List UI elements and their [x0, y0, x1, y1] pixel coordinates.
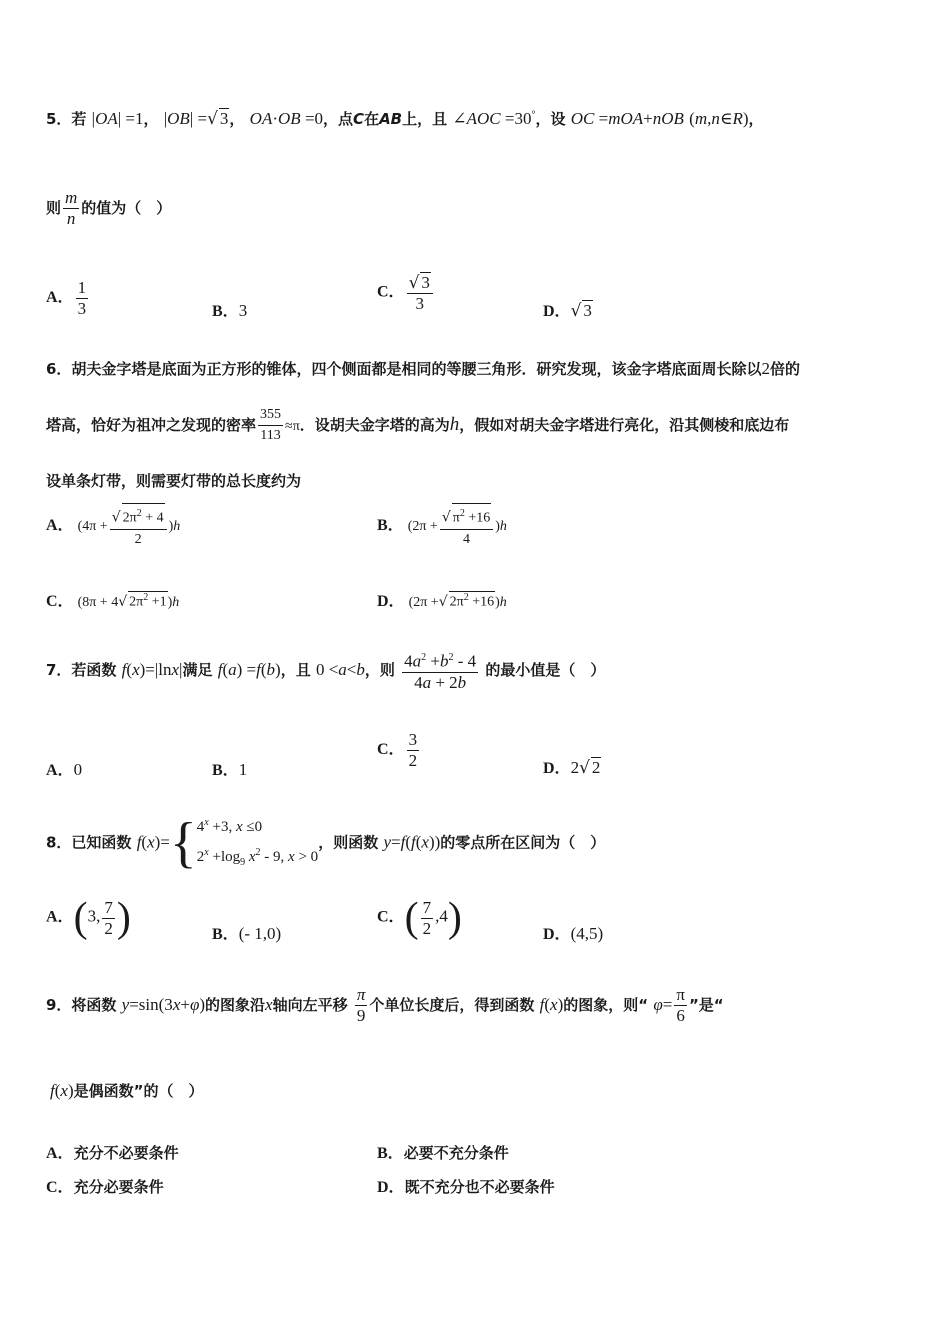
option-math: (2π +	[407, 519, 438, 534]
q5-text: ，	[748, 110, 764, 128]
q9-text: ”是“	[688, 996, 724, 1014]
option-math: 2√ 2	[570, 758, 601, 778]
q6-option-b[interactable]: B． (2π + $\frac{√ \pi^2 +16}{4}$ )h	[377, 503, 507, 550]
option-label: A．	[46, 762, 74, 779]
q8-option-a[interactable]: A．(3, $\frac{7}{2}$ )	[46, 895, 131, 941]
option-value: 必要不充分条件	[403, 1144, 509, 1162]
q9-line1: 9．将函数 y=sin(3x+φ)的图象沿x轴向左平移 $\frac{\pi}{9}$ 个单位长度后，得到函数 f(x)的图象，则“ φ= $\frac{\pi}{6}$ ”是“	[46, 985, 724, 1025]
q9-fraction-pi-9: $\frac{\pi}{9}$	[356, 985, 366, 1025]
q6-text: 6．胡夫金字塔是底面为正方形的锥体，四个侧面都是相同的等腰三角形．研究发现，该金字塔底面周长除以	[46, 360, 762, 378]
option-label: B．	[377, 1145, 404, 1162]
option-math: $\frac{3}{2}$	[408, 730, 418, 770]
q5-fraction-m-over-n: $\frac{m}{n}$	[65, 188, 78, 228]
q7-option-c[interactable]	[377, 730, 421, 771]
q5-segment-ab: AB	[379, 110, 403, 128]
q5-text: 上，且	[402, 110, 448, 128]
option-math: $\frac{√ 2\pi^2 + 4}{2}$	[110, 503, 167, 550]
option-math: $\frac{√ \pi^2 +16}{4}$	[440, 503, 493, 550]
q8-text: 的零点所在区间为（ ）	[440, 833, 606, 852]
q7-line1: 7．若函数 f(x)=|lnx|满足 f(a) =f(b)，且 0 <a<b，则 $\frac{4a^2 +b^2 - 4}{4a + 2b}$ 的最小值是（ ）	[46, 648, 605, 693]
option-label: C．	[377, 908, 405, 926]
q9-option-a[interactable]	[46, 1140, 179, 1163]
q9-fraction-pi-6: $\frac{\pi}{6}$	[676, 985, 685, 1025]
q7-option-b[interactable]	[212, 757, 247, 780]
q9-option-c[interactable]	[46, 1174, 164, 1197]
option-value: 0	[73, 760, 83, 779]
q6-number: 2	[761, 359, 770, 378]
option-math: $\frac{7}{2}$	[422, 897, 432, 938]
option-value: 1	[238, 760, 248, 779]
q5-comma: ，	[143, 110, 159, 128]
q5-comma: ，	[229, 110, 245, 128]
option-math: (2π +√ $2\pi^2 +16)h$	[408, 592, 507, 610]
q6-text: ．设胡夫金字塔的高为	[299, 416, 450, 434]
option-value: (4,5)	[570, 924, 604, 943]
q5-line1: 5．若 |OA| =1， |OB| =√ 3， OA·OB =0，点C在AB上，且 ∠AOC =30°，设 OC =mOA+nOB (m,n∈R)，	[46, 109, 764, 129]
q7-option-a[interactable]	[46, 757, 82, 780]
q9-text: 的图象，则“	[563, 996, 649, 1014]
q7-text: 满足	[182, 660, 213, 679]
option-math: √ 3	[570, 301, 592, 321]
option-label: D．	[543, 926, 571, 943]
q8-piecewise: $4^x +3$, x ≤0 $2^x +\log_9$ $x^2 - 9$, x > 0	[196, 817, 319, 868]
q6-text: ，假如对胡夫金字塔进行亮化，沿其侧棱和底边布	[459, 416, 790, 434]
q5-point-c: C	[353, 110, 365, 128]
option-math: (4π +	[77, 519, 108, 534]
option-math: 3,	[87, 906, 101, 926]
option-math: (8π + 4√ $2\pi^2 +1)h$	[77, 592, 180, 610]
q8-text: ，则函数	[318, 833, 379, 852]
q7-fraction: $\frac{4a^2 +b^2 - 4}{4a + 2b}$	[402, 648, 478, 693]
option-label: D．	[543, 303, 571, 320]
q9-option-b[interactable]	[377, 1140, 509, 1163]
option-label: C．	[377, 283, 405, 301]
option-math: $\frac{√ 3}{3}$	[407, 272, 433, 314]
option-label: D．	[377, 1179, 405, 1196]
q9-text: 个单位长度后，得到函数	[369, 996, 535, 1014]
q6-line2: 塔高，恰好为祖冲之发现的密率 $\frac{355}{113}$ ≈π．设胡夫金字塔的高为h，假如对胡夫金字塔进行亮化，沿其侧棱和底边布	[46, 405, 789, 446]
option-label: B．	[377, 517, 404, 534]
q9-text: 的图象沿	[205, 996, 266, 1014]
q7-text: ，且	[280, 660, 311, 679]
q9-option-d[interactable]	[377, 1174, 555, 1197]
option-label: D．	[377, 593, 405, 610]
q6-text: 塔高，恰好为祖冲之发现的密率	[46, 416, 257, 434]
option-math: $\frac{1}{3}$	[77, 278, 87, 318]
q6-text: 倍的	[769, 360, 800, 378]
option-label: A．	[46, 517, 74, 534]
option-value: 充分必要条件	[73, 1178, 164, 1196]
option-value: 既不充分也不必要条件	[404, 1178, 555, 1196]
q8-text: 8．已知函数	[46, 833, 132, 852]
q5-text: ，设	[535, 110, 566, 128]
q7-text: 7．若函数	[46, 660, 117, 679]
q5-text: ，点	[323, 110, 354, 128]
option-label: D．	[543, 760, 571, 777]
q6-text: 设单条灯带，则需要灯带的总长度约为	[46, 472, 302, 490]
q8-line1: 8．已知函数 f(x)={ $4^x +3$, x ≤0 $2^x +\log_9$ $x^2 - 9$, x > 0 ，则函数 y=f(f(x))的零点所在区间为（ ）	[46, 812, 606, 874]
option-value: 充分不必要条件	[73, 1144, 179, 1162]
q5-line2	[46, 188, 171, 229]
q9-text: 9．将函数	[46, 996, 117, 1014]
q6-option-a[interactable]: A． (4π + $\frac{√ 2\pi^2 + 4}{2}$ )h	[46, 503, 180, 550]
option-label: A．	[46, 1145, 74, 1162]
option-value: 3	[238, 301, 248, 320]
option-label: C．	[46, 1179, 74, 1196]
q9-x-axis: x	[265, 995, 273, 1014]
q7-text: ，则	[364, 660, 395, 679]
q8-option-b[interactable]	[212, 921, 281, 944]
q5-option-b[interactable]	[212, 298, 247, 321]
q6-option-c[interactable]	[46, 588, 179, 611]
option-label: C．	[46, 593, 74, 610]
option-label: C．	[377, 741, 405, 759]
q9-line2: f(x)是偶函数”的（ ）	[50, 1081, 204, 1100]
q6-line3	[46, 470, 301, 491]
q5-option-c[interactable]	[377, 272, 435, 314]
q5-option-d[interactable]	[543, 298, 593, 321]
q9-text: 轴向左平移	[272, 996, 348, 1014]
option-label: A．	[46, 289, 74, 307]
q5-number: 5．若	[46, 110, 87, 128]
q6-fraction-355-113: $\frac{355}{113}$	[260, 407, 282, 443]
option-label: B．	[212, 762, 239, 779]
option-label: A．	[46, 908, 74, 926]
q5-text: 的值为（ ）	[81, 199, 172, 217]
option-label: B．	[212, 303, 239, 320]
q8-option-c[interactable]: C．( $\frac{7}{2}$ ,4)	[377, 895, 462, 941]
q5-option-a[interactable]	[46, 278, 90, 319]
q7-text: 的最小值是（ ）	[485, 660, 606, 679]
q9-text: 是偶函数”的（ ）	[73, 1082, 204, 1100]
q8-option-d[interactable]	[543, 921, 603, 944]
q6-line1	[46, 358, 800, 379]
option-value: (- 1,0)	[238, 924, 282, 943]
q7-option-d[interactable]	[543, 755, 601, 778]
q5-text: 在	[364, 110, 380, 128]
option-math: $\frac{7}{2}$	[104, 897, 113, 938]
q6-option-d[interactable]	[377, 588, 507, 611]
q5-text: 则	[46, 199, 62, 217]
option-label: B．	[212, 926, 239, 943]
